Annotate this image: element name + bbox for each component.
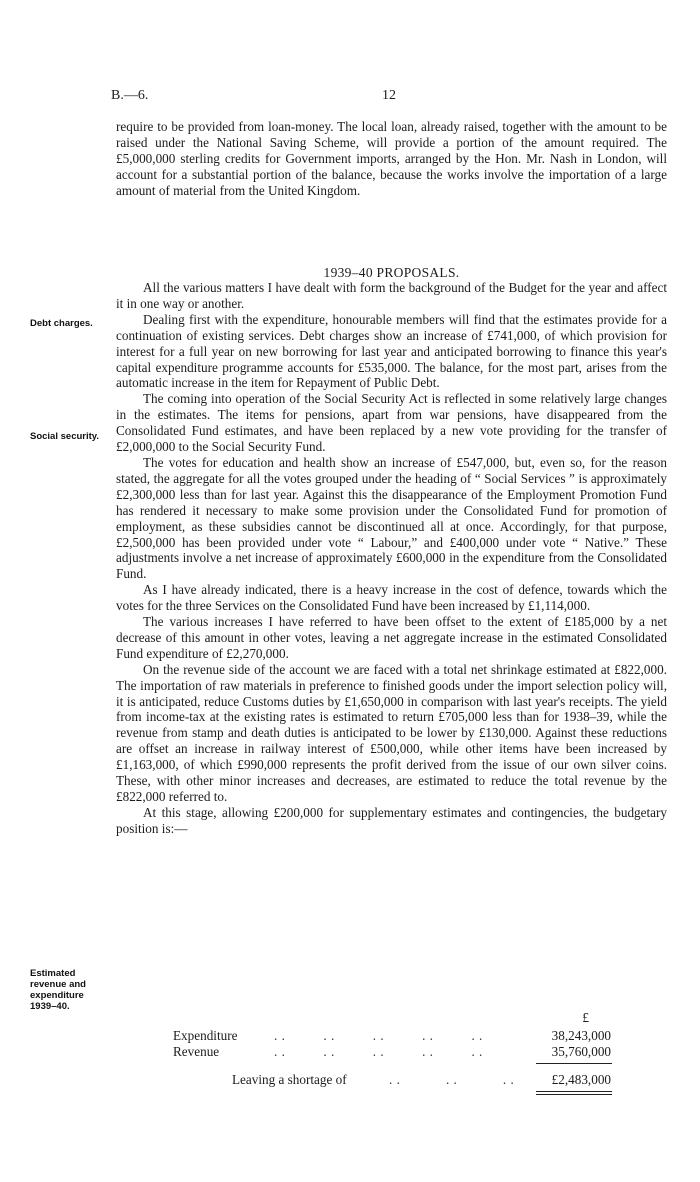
paragraph-defence: As I have already indicated, there is a heavy increase in the cost of defence, towards which the votes for the three Services on the Consolidated Fund have been increased by £1,114,000. (116, 582, 667, 614)
proposals-body (116, 280, 667, 837)
paragraph-social-security: The coming into operation of the Social Security Act is reflected in some relatively large changes in the estimates. The items for pensions, apart from war pensions, have disappeared from the Consolidated Fund estimates, and have been replaced by a new vote providing for the transfer of £2,000,000 to the Social Security Fund. (116, 391, 667, 455)
paragraph-background: All the various matters I have dealt with form the background of the Budget for the year and affect it in one way or another. (116, 280, 667, 311)
margin-note-estimated-revenue: Estimated revenue and expenditure 1939–40. (30, 968, 86, 1012)
currency-symbol: £ (582, 1010, 589, 1025)
section-title: 1939–40 PROPOSALS. (323, 265, 460, 280)
intro-paragraph-block (116, 119, 667, 199)
paragraph-budget-position: At this stage, allowing £200,000 for supplementary estimates and contingencies, the budgetary position is:— (116, 804, 667, 836)
paragraph-education-health: The votes for education and health show an increase of £547,000, but, even so, for the reason stated, the aggregate for all the votes grouped under the heading of “ Social Services ” is approximately £2,300,000 less than for last year. Against this the disappearance of the Employment Promotion Fund has rendered it necessary to make some provision under the Consolidated Fund for promotion of employment, as these subsidies cannot be discontinued all at once. Accordingly, for that purpose, £2,500,000 has been provided under vote “ Labour,” and £400,000 under vote “ Native.” These adjustments involve a net increase of approximately £600,000 in the expenditure from the Consolidated Fund. (116, 454, 667, 582)
sum-rule (536, 1063, 612, 1064)
budget-row-expenditure (116, 1028, 667, 1044)
shortage-value: £2,483,000 (551, 1072, 611, 1087)
shortage-label: Leaving a shortage of (232, 1072, 347, 1087)
margin-note-social-security: Social security. (30, 431, 99, 442)
budget-row-value: 38,243,000 (551, 1028, 611, 1043)
paragraph-revenue: On the revenue side of the account we are faced with a total net shrinkage estimated at £822,000. The importation of raw materials in preference to finished goods under the import selection policy will, it is anticipated, reduce Customs duties by £1,650,000 in comparison with last year's receipts. The yield from income-tax at the existing rates is estimated to return £705,000 less than for 1938–39, while the revenue from stamp and death duties is anticipated to be lower by £130,000. Against these reductions are offset an increase in railway interest of £500,000, while other items have been increased by £1,163,000, of which £990,000 represents the profit derived from the issue of our own silver coins. These, with other minor increases and decreases, are estimated to reduce the total revenue by the £822,000 referred to. (116, 661, 667, 804)
margin-note-debt-charges: Debt charges. (30, 318, 93, 329)
budget-row-shortage (116, 1072, 667, 1088)
intro-paragraph: require to be provided from loan-money. The local loan, already raised, together with the amount to be raised under the National Saving Scheme, will provide a portion of the amount required. The £5,000,000 sterling credits for Government imports, arranged by the Hon. Mr. Nash in London, will account for a substantial portion of the balance, because the works involve the importation of a large amount of material from the United Kingdom. (116, 119, 667, 198)
budget-row-label: Revenue (173, 1044, 220, 1059)
leader-dots: . . . . . . (389, 1072, 515, 1087)
leader-dots: . . . . . . . . . . (274, 1028, 483, 1043)
budget-row-revenue (116, 1044, 667, 1060)
paragraph-debt-charges: Dealing first with the expenditure, honourable members will find that the estimates provide for a continuation of existing services. Debt charges show an increase of £741,000, of which provision for interest for a full year on new borrowing for last year and anticipated borrowing to finance this year's capital expenditure programme accounts for £535,000. The balance, for the most part, arises from the automatic increase in the item for Repayment of Public Debt. (116, 311, 667, 391)
leader-dots: . . . . . . . . . . (274, 1044, 483, 1059)
page-number: 12 (382, 88, 396, 103)
budget-row-value: 35,760,000 (551, 1044, 611, 1059)
paragraph-increases-offset: The various increases I have referred to have been offset to the extent of £185,000 by a net decrease of this amount in other votes, leaving a net aggregate increase in the estimated Consolidated Fund expenditure of £2,270,000. (116, 614, 667, 661)
total-rule-upper (536, 1091, 612, 1092)
budget-row-label: Expenditure (173, 1028, 238, 1043)
total-rule-lower (536, 1094, 612, 1095)
document-reference: B.—6. (111, 88, 149, 103)
budget-currency-row (116, 1010, 667, 1026)
